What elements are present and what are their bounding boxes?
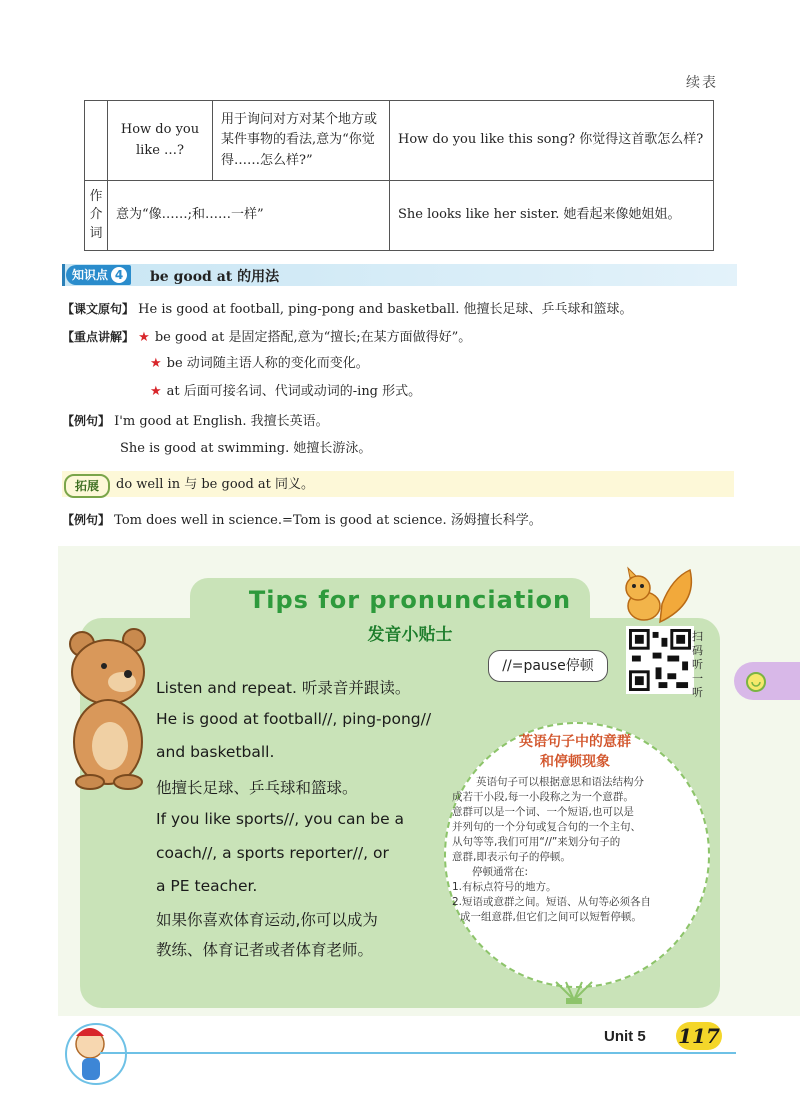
example-cell: She looks like her sister. 她看起来像她姐姐。 bbox=[390, 181, 714, 251]
star-icon: ★ bbox=[138, 330, 150, 345]
footer-line bbox=[100, 1052, 736, 1054]
balloon-line: 2.短语或意群之间。短语、从句等必须各自 bbox=[452, 896, 652, 908]
tips-line: Listen and repeat. 听录音并跟读。 bbox=[156, 679, 411, 697]
focus-point: ★ be 动词随主语人称的变化而变化。 bbox=[150, 356, 369, 371]
example-cell: How do you like this song? 你觉得这首歌怎么样? bbox=[390, 101, 714, 181]
original-sentence: 【课文原句】 He is good at football, ping-pong and basketball. 他擅长足球、乒乓球和篮球。 bbox=[62, 302, 633, 317]
continued-label: 续表 bbox=[686, 75, 718, 91]
bear-illustration bbox=[60, 626, 160, 790]
table-row bbox=[85, 181, 714, 251]
tips-line: He is good at football//, ping-pong// bbox=[156, 710, 432, 728]
balloon-line: 从句等等,我们可用“//”来划分句子的 bbox=[452, 836, 621, 848]
balloon-line: 成一组意群,但它们之间可以短暂停顿。 bbox=[460, 911, 642, 923]
balloon-line: 意群,即表示句子的停顿。 bbox=[452, 851, 571, 863]
tips-line: If you like sports//, you can be a bbox=[156, 810, 405, 828]
unit-label: Unit 5 bbox=[604, 1028, 646, 1045]
tips-line: coach//, a sports reporter//, or bbox=[156, 844, 389, 862]
balloon-line: 停顿通常在: bbox=[472, 866, 529, 878]
balloon-basket-icon bbox=[552, 980, 596, 1006]
tips-line: 如果你喜欢体育运动,你可以成为 bbox=[156, 911, 378, 929]
squirrel-illustration bbox=[610, 564, 700, 628]
star-icon: ★ bbox=[150, 356, 162, 371]
mascot-illustration bbox=[60, 1014, 132, 1086]
balloon-line: 英语句子可以根据意思和语法结构分 bbox=[476, 776, 644, 788]
category-cell bbox=[85, 101, 108, 181]
tips-line: a PE teacher. bbox=[156, 877, 258, 895]
tips-subtitle: 发音小贴士 bbox=[367, 625, 453, 645]
knowledge-point-badge: 知识点 4 bbox=[66, 265, 131, 285]
knowledge-point-number: 4 bbox=[111, 267, 127, 283]
balloon-line: 并列句的一个分句或复合句的一个主句、 bbox=[452, 821, 641, 833]
table-row bbox=[85, 101, 714, 181]
side-tab[interactable] bbox=[734, 662, 800, 700]
usage-cell: 用于询问对方对某个地方或某件事物的看法,意为“你觉得……怎么样?” bbox=[213, 101, 390, 181]
qr-code-icon[interactable] bbox=[626, 626, 694, 694]
category-cell: 作 介 词 bbox=[85, 181, 108, 251]
tips-line: 他擅长足球、乒乓球和篮球。 bbox=[156, 779, 358, 797]
snail-icon bbox=[742, 666, 772, 696]
pause-bubble: //=pause停顿 bbox=[488, 650, 608, 682]
balloon-title: 英语句子中的意群 和停顿现象 bbox=[519, 734, 631, 770]
grammar-table bbox=[84, 100, 714, 251]
knowledge-point-title: be good at 的用法 bbox=[150, 269, 280, 285]
qr-label: 扫码听一听 bbox=[692, 630, 703, 699]
phrase-cell: How do you like …? bbox=[108, 101, 213, 181]
page-number: 117 bbox=[676, 1022, 722, 1050]
phrase-cell: 意为“像……;和……一样” bbox=[108, 181, 390, 251]
balloon-line: 成若干小段,每一小段称之为一个意群。 bbox=[452, 791, 634, 803]
example-sentence: She is good at swimming. 她擅长游泳。 bbox=[120, 441, 372, 456]
extension-text: do well in 与 be good at 同义。 bbox=[116, 477, 315, 492]
focus-point: 【重点讲解】 ★ be good at 是固定搭配,意为“擅长;在某方面做得好”。 bbox=[62, 330, 472, 345]
example-sentence: 【例句】 Tom does well in science.=Tom is good at science. 汤姆擅长科学。 bbox=[62, 513, 542, 528]
extension-badge: 拓展 bbox=[64, 474, 110, 498]
focus-point: ★ at 后面可接名词、代词或动词的-ing 形式。 bbox=[150, 384, 422, 399]
tips-line: 教练、体育记者或者体育老师。 bbox=[156, 941, 374, 959]
tips-line: and basketball. bbox=[156, 743, 275, 761]
example-sentence: 【例句】 I'm good at English. 我擅长英语。 bbox=[62, 414, 329, 429]
star-icon: ★ bbox=[150, 384, 162, 399]
balloon-line: 1.有标点符号的地方。 bbox=[452, 881, 557, 893]
balloon-line: 意群可以是一个词、一个短语,也可以是 bbox=[452, 806, 634, 818]
tips-title: Tips for pronunciation bbox=[248, 586, 572, 614]
